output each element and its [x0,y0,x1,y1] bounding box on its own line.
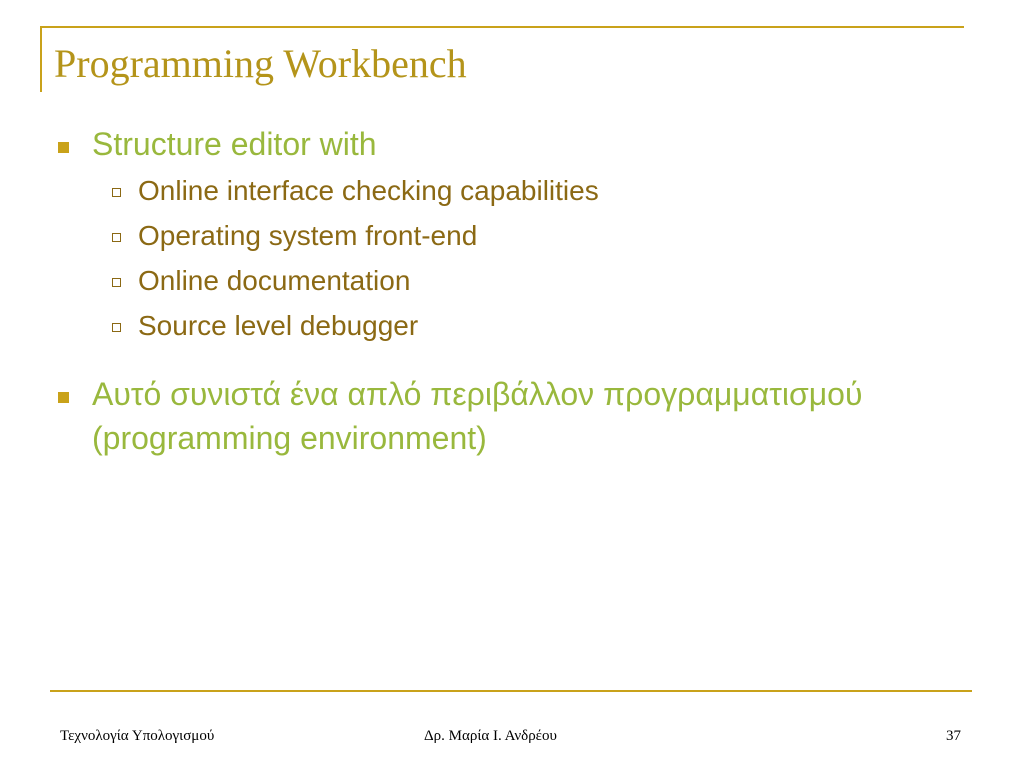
sub-bullet-text: Operating system front-end [138,220,478,251]
slide-title: Programming Workbench [54,41,467,86]
footer-course-name: Τεχνολογία Υπολογισμού [60,728,215,744]
bullet-item [54,122,954,348]
square-bullet-icon [58,142,69,153]
sub-bullet-item [92,168,954,213]
square-bullet-icon [58,392,69,403]
title-frame-top-line [40,26,964,28]
footer-divider [50,690,972,692]
hollow-square-bullet-icon [112,278,121,287]
bullet-text: Structure editor with [92,126,377,162]
bullet-item [54,372,954,460]
hollow-square-bullet-icon [112,188,121,197]
bullet-text: Αυτό συνιστά ένα απλό περιβάλλον προγραμματισμού (programming environment) [92,376,863,456]
sub-bullet-item [92,258,954,303]
sub-bullet-item [92,303,954,348]
sub-bullet-item [92,213,954,258]
sub-bullet-text: Online documentation [138,265,411,296]
page-number: 37 [946,728,961,744]
title-frame-left-line [40,26,42,92]
sub-bullet-list [92,168,954,348]
hollow-square-bullet-icon [112,233,121,242]
sub-bullet-text: Source level debugger [138,310,419,341]
footer-author: Δρ. Μαρία Ι. Ανδρέου [424,728,557,744]
slide-content [54,122,954,460]
sub-bullet-text: Online interface checking capabilities [138,175,599,206]
hollow-square-bullet-icon [112,323,121,332]
